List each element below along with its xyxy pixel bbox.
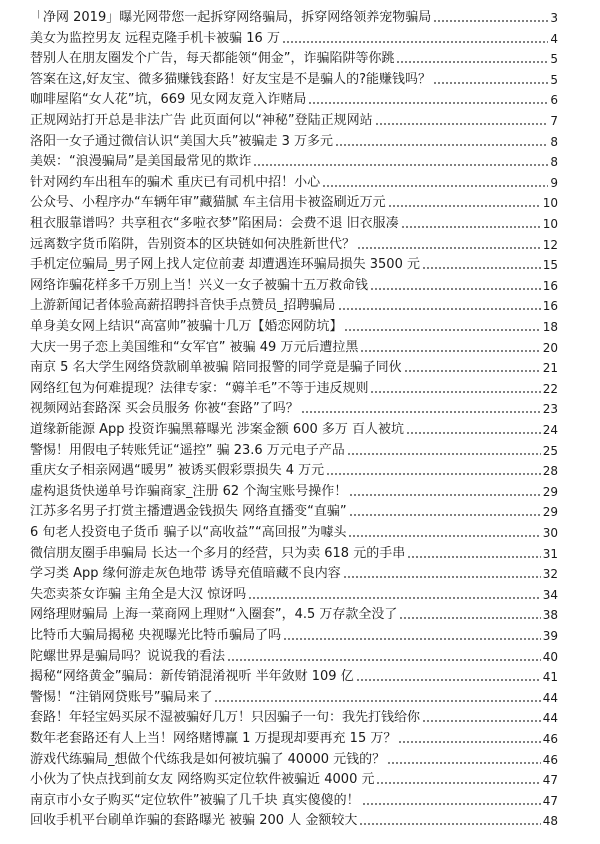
toc-entry[interactable]	[30, 111, 558, 129]
toc-entry-title: 网络理财骗局 上海一菜商网上理财“入圈套”，4.5 万存款全没了	[30, 607, 398, 623]
toc-entry-page-number: 31	[542, 546, 558, 561]
toc-entry-title: 微信朋友圈手串骗局 长达一个多月的经营，只为卖 618 元的手串	[30, 545, 406, 561]
toc-entry[interactable]	[30, 358, 558, 376]
toc-entry-title: 比特币大骗局揭秘 央视曝光比特币骗局了吗	[30, 628, 282, 643]
toc-entry-page-number: 6	[550, 93, 558, 108]
toc-dot-leader	[322, 185, 548, 187]
toc-entry-title: 洛阳一女子通过微信认识“美国大兵”被骗走 3 万多元	[30, 133, 334, 149]
toc-dot-leader	[282, 41, 548, 43]
toc-dot-leader	[359, 823, 540, 825]
toc-entry[interactable]	[30, 90, 558, 108]
toc-dot-leader	[283, 638, 541, 640]
toc-dot-leader	[370, 391, 540, 393]
toc-dot-leader	[227, 659, 541, 661]
toc-entry-title: 单身美女网上结识“高富帅”被骗十几万【婚恋网防坑】	[30, 319, 343, 334]
toc-entry-title: 针对网约车出租车的骗术 重庆已有司机中招！小心	[30, 174, 321, 190]
toc-entry-title: 公众号、小程序办“车辆年审”藏猫腻 车主信用卡被盗刷近万元	[30, 195, 386, 211]
toc-entry-title: 南京市小女子购买“定位软件”被骗了几千块 真实傻傻的！	[30, 792, 360, 808]
toc-entry-page-number: 48	[542, 814, 558, 829]
toc-entry-title: 替别人在朋友圈发个广告，每天都能领“佣金”，诈骗陷阱等你跳	[30, 51, 395, 67]
toc-dot-leader	[404, 370, 541, 372]
toc-entry-page-number: 15	[542, 258, 558, 273]
toc-dot-leader	[360, 350, 540, 352]
toc-entry[interactable]	[30, 770, 558, 788]
toc-entry-title: 网络红包为何难提现？法律专家：“薅羊毛”不等于违反规则	[30, 380, 369, 396]
toc-entry[interactable]	[30, 132, 558, 150]
toc-dot-leader	[375, 123, 549, 125]
toc-entry[interactable]	[30, 235, 558, 253]
toc-dot-leader	[388, 205, 541, 207]
toc-entry-page-number: 8	[550, 155, 558, 170]
toc-entry-page-number: 47	[542, 773, 558, 788]
toc-entry-page-number: 44	[542, 711, 558, 726]
toc-entry-title: 重庆女子相亲网遇“暖男” 被诱买假彩票损失 4 万元	[30, 463, 325, 479]
toc-dot-leader	[357, 247, 541, 249]
toc-entry-title: 失恋卖茶女诈骗 主角全是大汉 惊讶吗	[30, 586, 247, 602]
toc-entry-page-number: 10	[542, 196, 558, 211]
toc-entry-title: 上游新闻记者体验高薪招聘抖音快手点赞员_招聘骗局	[30, 298, 336, 314]
toc-dot-leader	[347, 453, 541, 455]
toc-entry-page-number: 24	[542, 423, 558, 437]
toc-entry-page-number: 16	[542, 299, 558, 314]
toc-dot-leader	[396, 61, 548, 63]
toc-entry[interactable]	[30, 255, 558, 273]
toc-entry-title: 数年老套路还有人上当！网络赌博赢 1 万提现却要再充 15 万？	[30, 731, 397, 746]
toc-entry-page-number: 8	[550, 134, 558, 149]
toc-entry[interactable]	[30, 585, 558, 603]
toc-entry-page-number: 34	[542, 587, 558, 602]
toc-entry[interactable]	[30, 626, 558, 644]
toc-dot-leader	[399, 617, 540, 619]
toc-entry-page-number: 30	[542, 526, 558, 540]
toc-entry-page-number: 38	[542, 608, 558, 623]
toc-dot-leader	[348, 535, 540, 537]
toc-entry[interactable]	[30, 647, 558, 665]
toc-entry-title: 美女为监控男友 远程克隆手机卡被骗 16 万	[30, 30, 280, 46]
toc-entry-page-number: 18	[542, 320, 558, 334]
toc-entry[interactable]	[30, 152, 558, 170]
toc-entry-page-number: 32	[542, 567, 558, 582]
toc-entry-page-number: 3	[550, 11, 558, 25]
toc-entry-title: 美娱：“浪漫骗局”是美国最常见的欺诈	[30, 154, 252, 170]
toc-entry-page-number: 40	[542, 649, 558, 664]
toc-entry[interactable]	[30, 49, 558, 67]
toc-entry[interactable]	[30, 729, 558, 747]
toc-dot-leader	[362, 803, 541, 805]
toc-entry-page-number: 7	[550, 114, 558, 128]
toc-entry-title: 南京 5 名大学生网络贷款刷单被骗 陪同报警的同学竟是骗子同伙	[30, 360, 402, 376]
toc-entry[interactable]	[30, 8, 558, 26]
toc-entry-page-number: 22	[542, 381, 558, 396]
toc-entry-page-number: 16	[542, 278, 558, 293]
toc-entry-page-number: 5	[550, 72, 558, 87]
toc-dot-leader	[422, 720, 541, 722]
toc-entry-page-number: 4	[550, 31, 558, 46]
toc-entry-page-number: 46	[542, 732, 558, 746]
toc-dot-leader	[343, 576, 541, 578]
toc-dot-leader	[344, 329, 540, 331]
toc-entry-title: 手机定位骗局_男子网上找人定位前妻 却遭遇连环骗局损失 3500 元	[30, 257, 420, 273]
toc-entry-page-number: 28	[542, 464, 558, 479]
toc-entry-title: 视频网站套路深 买会员服务 你被“套路”了吗？	[30, 401, 299, 417]
toc-dot-leader	[407, 556, 541, 558]
toc-entry[interactable]	[30, 502, 558, 520]
toc-dot-leader	[433, 82, 548, 84]
toc-entry[interactable]	[30, 317, 558, 335]
toc-entry-title: 远离数字货币陷阱，告别资本的区块链如何决胜新世代？	[30, 236, 356, 252]
toc-entry-page-number: 20	[542, 340, 558, 355]
toc-entry[interactable]	[30, 70, 558, 88]
toc-entry[interactable]	[30, 214, 558, 232]
toc-entry[interactable]	[30, 338, 558, 356]
toc-entry-page-number: 39	[542, 629, 558, 643]
toc-entry-page-number: 29	[542, 484, 558, 499]
toc-dot-leader	[349, 494, 540, 496]
toc-dot-leader	[356, 679, 541, 681]
toc-entry[interactable]	[30, 811, 558, 829]
toc-entry[interactable]	[30, 750, 558, 768]
toc-dot-leader	[398, 741, 540, 743]
toc-entry-page-number: 21	[542, 361, 558, 376]
toc-dot-leader	[422, 267, 541, 269]
toc-entry[interactable]	[30, 29, 558, 47]
toc-entry-title: 虚构退货快递单号诈骗商家_注册 62 个淘宝账号操作！	[30, 483, 348, 499]
toc-entry[interactable]	[30, 605, 558, 623]
toc-entry-title: 陀螺世界是骗局吗？说说我的看法	[30, 648, 226, 664]
toc-entry[interactable]	[30, 544, 558, 562]
toc-entry-page-number: 9	[550, 175, 558, 190]
toc-dot-leader	[387, 762, 541, 764]
toc-dot-leader	[335, 144, 548, 146]
toc-entry[interactable]	[30, 688, 558, 706]
toc-dot-leader	[433, 20, 548, 22]
toc-entry[interactable]	[30, 193, 558, 211]
toc-dot-leader	[406, 432, 541, 434]
toc-entry[interactable]	[30, 296, 558, 314]
toc-dot-leader	[376, 782, 540, 784]
toc-entry-title: 套路！年轻宝妈买尿不湿被骗好几万！只因骗子一句：我先打钱给你	[30, 710, 421, 726]
toc-entry-title: 江苏多名男子打赏主播遭遇金钱损失 网络直播变“直骗”	[30, 504, 347, 520]
toc-entry-title: 6 旬老人投资电子货币 骗子以“高收益”“高回报”为噱头	[30, 525, 347, 540]
toc-entry-title: 警惕！“注销网贷账号”骗局来了	[30, 689, 213, 705]
toc-entry[interactable]	[30, 708, 558, 726]
toc-dot-leader	[214, 700, 540, 702]
toc-entry-page-number: 23	[542, 402, 558, 417]
toc-entry-page-number: 47	[542, 793, 558, 808]
toc-entry-title: 网络诈骗花样多千万别上当！兴义一女子被骗十五万救命钱	[30, 277, 369, 293]
toc-dot-leader	[349, 514, 541, 516]
toc-entry-title: 学习类 App 缘何游走灰色地带 诱导充值暗藏不良内容	[30, 566, 341, 582]
toc-entry-title: 道缘新能源 App 投资诈骗黑幕曝光 涉案金额 600 多万 百人被坑	[30, 422, 405, 437]
toc-dot-leader	[248, 597, 540, 599]
toc-entry-title: 游戏代练骗局_想做个代练我是如何被坑骗了 40000 元钱的？	[30, 751, 386, 767]
toc-dot-leader	[308, 102, 548, 104]
toc-entry[interactable]	[30, 173, 558, 191]
toc-entry[interactable]	[30, 791, 558, 809]
toc-entry-title: 「净网 2019」曝光网带您一起拆穿网络骗局，拆穿网络领养宠物骗局	[30, 10, 432, 25]
toc-entry-page-number: 12	[542, 237, 558, 252]
toc-entry-title: 大庆一男子恋上美国维和“女军官” 被骗 49 万元后遭拉黑	[30, 339, 359, 355]
toc-entry-page-number: 29	[542, 505, 558, 520]
toc-entry-page-number: 25	[542, 443, 558, 458]
toc-entry-title: 揭秘“网络黄金”骗局：新传销混淆视听 半年敛财 109 亿	[30, 669, 354, 685]
toc-entry[interactable]	[30, 420, 558, 438]
toc-entry[interactable]	[30, 276, 558, 294]
toc-entry[interactable]	[30, 482, 558, 500]
toc-entry-title: 咖啡屋陷“女人花”坑，669 见女网友竟入诈赌局	[30, 92, 307, 108]
toc-entry[interactable]	[30, 523, 558, 541]
toc-entry-page-number: 44	[542, 690, 558, 705]
toc-entry[interactable]	[30, 441, 558, 459]
toc-entry-page-number: 5	[550, 52, 558, 67]
toc-entry-page-number: 41	[542, 670, 558, 685]
toc-entry[interactable]	[30, 399, 558, 417]
toc-entry-page-number: 46	[542, 752, 558, 767]
toc-dot-leader	[326, 473, 541, 475]
toc-entry-title: 小伙为了快点找到前女友 网络购买定位软件被骗近 4000 元	[30, 772, 375, 788]
toc-entry[interactable]	[30, 461, 558, 479]
toc-entry[interactable]	[30, 667, 558, 685]
toc-entry-title: 回收手机平台刷单诈骗的套路曝光 被骗 200 人 金额较大	[30, 813, 358, 829]
toc-dot-leader	[253, 164, 548, 166]
toc-dot-leader	[401, 226, 541, 228]
toc-entry-title: 答案在这,好友宝、微多猫赚钱套路！好友宝是不是骗人的?能赚钱吗？	[30, 71, 432, 87]
toc-entry[interactable]	[30, 564, 558, 582]
toc-dot-leader	[370, 288, 541, 290]
toc-entry-page-number: 10	[542, 217, 558, 231]
toc-entry-title: 租衣服靠谱吗？共享租衣“多啦衣梦”陷困局：会费不退 旧衣服凑	[30, 216, 399, 231]
toc-dot-leader	[338, 308, 541, 310]
toc-entry-title: 正规网站打开总是非法广告 此页面何以“神秘”登陆正规网站	[30, 113, 373, 128]
toc-dot-leader	[301, 411, 541, 413]
toc-entry[interactable]	[30, 379, 558, 397]
toc-entry-title: 警惕！用假电子转账凭证“遥控” 骗 23.6 万元电子产品	[30, 442, 345, 458]
